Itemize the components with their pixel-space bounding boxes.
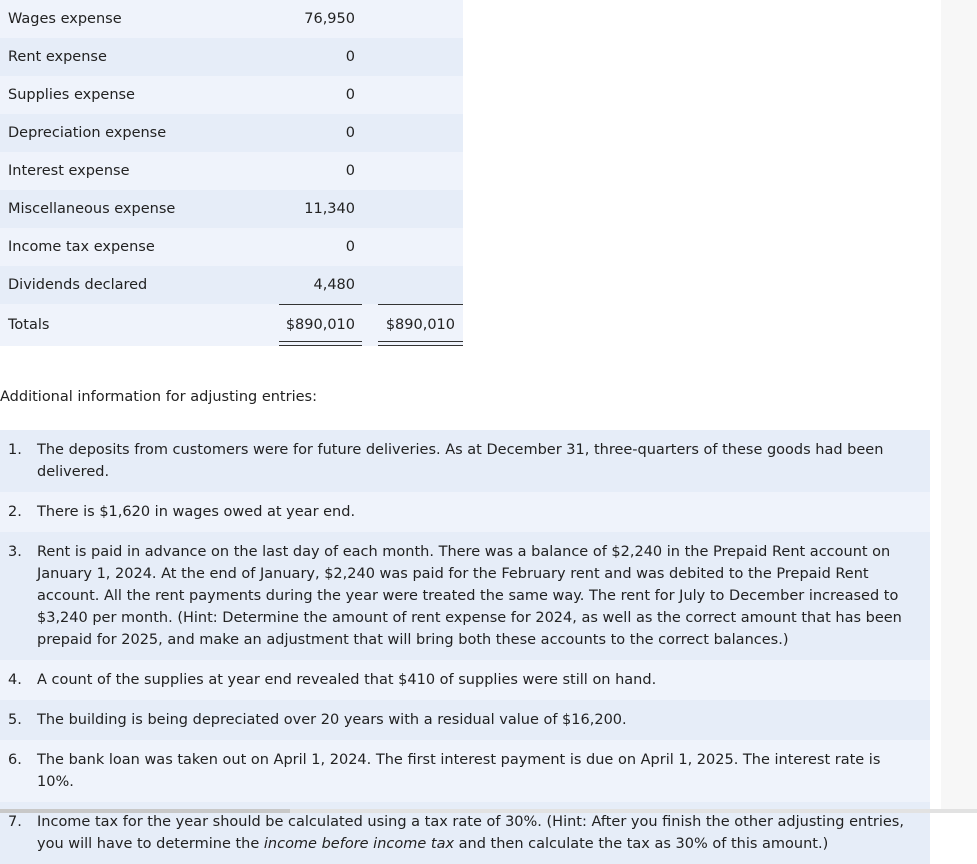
totals-label: Totals [8,317,50,333]
item-number: 4. [8,672,22,688]
table-row [0,114,463,152]
table-row [0,266,463,304]
account-name: Wages expense [8,11,122,27]
horizontal-scrollbar[interactable] [0,809,977,813]
debit-amount: 76,950 [304,11,355,27]
account-name: Supplies expense [8,87,135,103]
item-number: 6. [8,752,22,768]
item-text-part: Income tax for the year should be calculated using a tax rate of 30%. (Hint: After you finish the other adjusting entries, you will have to determine the [37,814,904,852]
table-row [0,38,463,76]
item-text: A count of the supplies at year end revealed that $410 of supplies were still on hand. [37,672,657,688]
item-text: Rent is paid in advance on the last day of each month. There was a balance of $2,240 in the Prepaid Rent account on January 1, 2024. At the end of January, $2,240 was paid for the February rent and was debited to the Prepaid Rent account. All the rent payments during the year were treated the same way. The rent for July to December increased to $3,240 per month. (Hint: Determine the amount of rent expense for 2024, as well as the correct amount that has been prepaid for 2025, and make an adjustment that will bring both these accounts to the correct balances.) [37,544,902,648]
item-text: The deposits from customers were for future deliveries. As at December 31, three-quarters of these goods had been delivered. [37,442,884,480]
additional-info-heading: Additional information for adjusting entries: [0,389,317,405]
item-text: The building is being depreciated over 20 years with a residual value of $16,200. [37,712,627,728]
totals-row [0,304,463,346]
debit-amount: 0 [345,163,355,179]
right-gutter [941,0,977,813]
item-text: The bank loan was taken out on April 1, 2024. The first interest payment is due on April 1, 2025. The interest rate is 10%. [37,752,881,790]
scrollbar-thumb[interactable] [0,809,290,813]
list-item [0,700,930,740]
debit-amount: 11,340 [304,201,355,217]
account-name: Dividends declared [8,277,148,293]
item-number: 5. [8,712,22,728]
table-row [0,152,463,190]
list-item [0,532,930,660]
adjustment-notes-list [0,430,930,864]
item-number: 3. [8,544,22,560]
account-name: Interest expense [8,163,130,179]
item-number: 1. [8,442,22,458]
table-row [0,190,463,228]
debit-total: $890,010 [285,317,355,333]
list-item [0,660,930,700]
debit-amount: 0 [345,125,355,141]
debit-total-double-rule [279,341,362,346]
list-item [0,740,930,802]
item-text-part: and then calculate the tax as 30% of this amount.) [454,836,829,852]
list-item [0,492,930,532]
credit-total-double-rule [378,341,463,346]
credit-total: $890,010 [385,317,455,333]
item-text-emphasis: income before income tax [263,836,455,852]
debit-amount: 4,480 [313,277,355,293]
table-row [0,228,463,266]
table-row [0,0,463,38]
item-number: 2. [8,504,22,520]
debit-amount: 0 [345,239,355,255]
account-name: Miscellaneous expense [8,201,176,217]
trial-balance-table [0,0,463,346]
table-row [0,76,463,114]
item-text: There is $1,620 in wages owed at year end. [37,504,356,520]
item-text [37,814,904,852]
item-number: 7. [8,814,22,830]
account-name: Income tax expense [8,239,155,255]
account-name: Depreciation expense [8,125,167,141]
debit-amount: 0 [345,49,355,65]
account-name: Rent expense [8,49,107,65]
debit-amount: 0 [345,87,355,103]
list-item [0,430,930,492]
